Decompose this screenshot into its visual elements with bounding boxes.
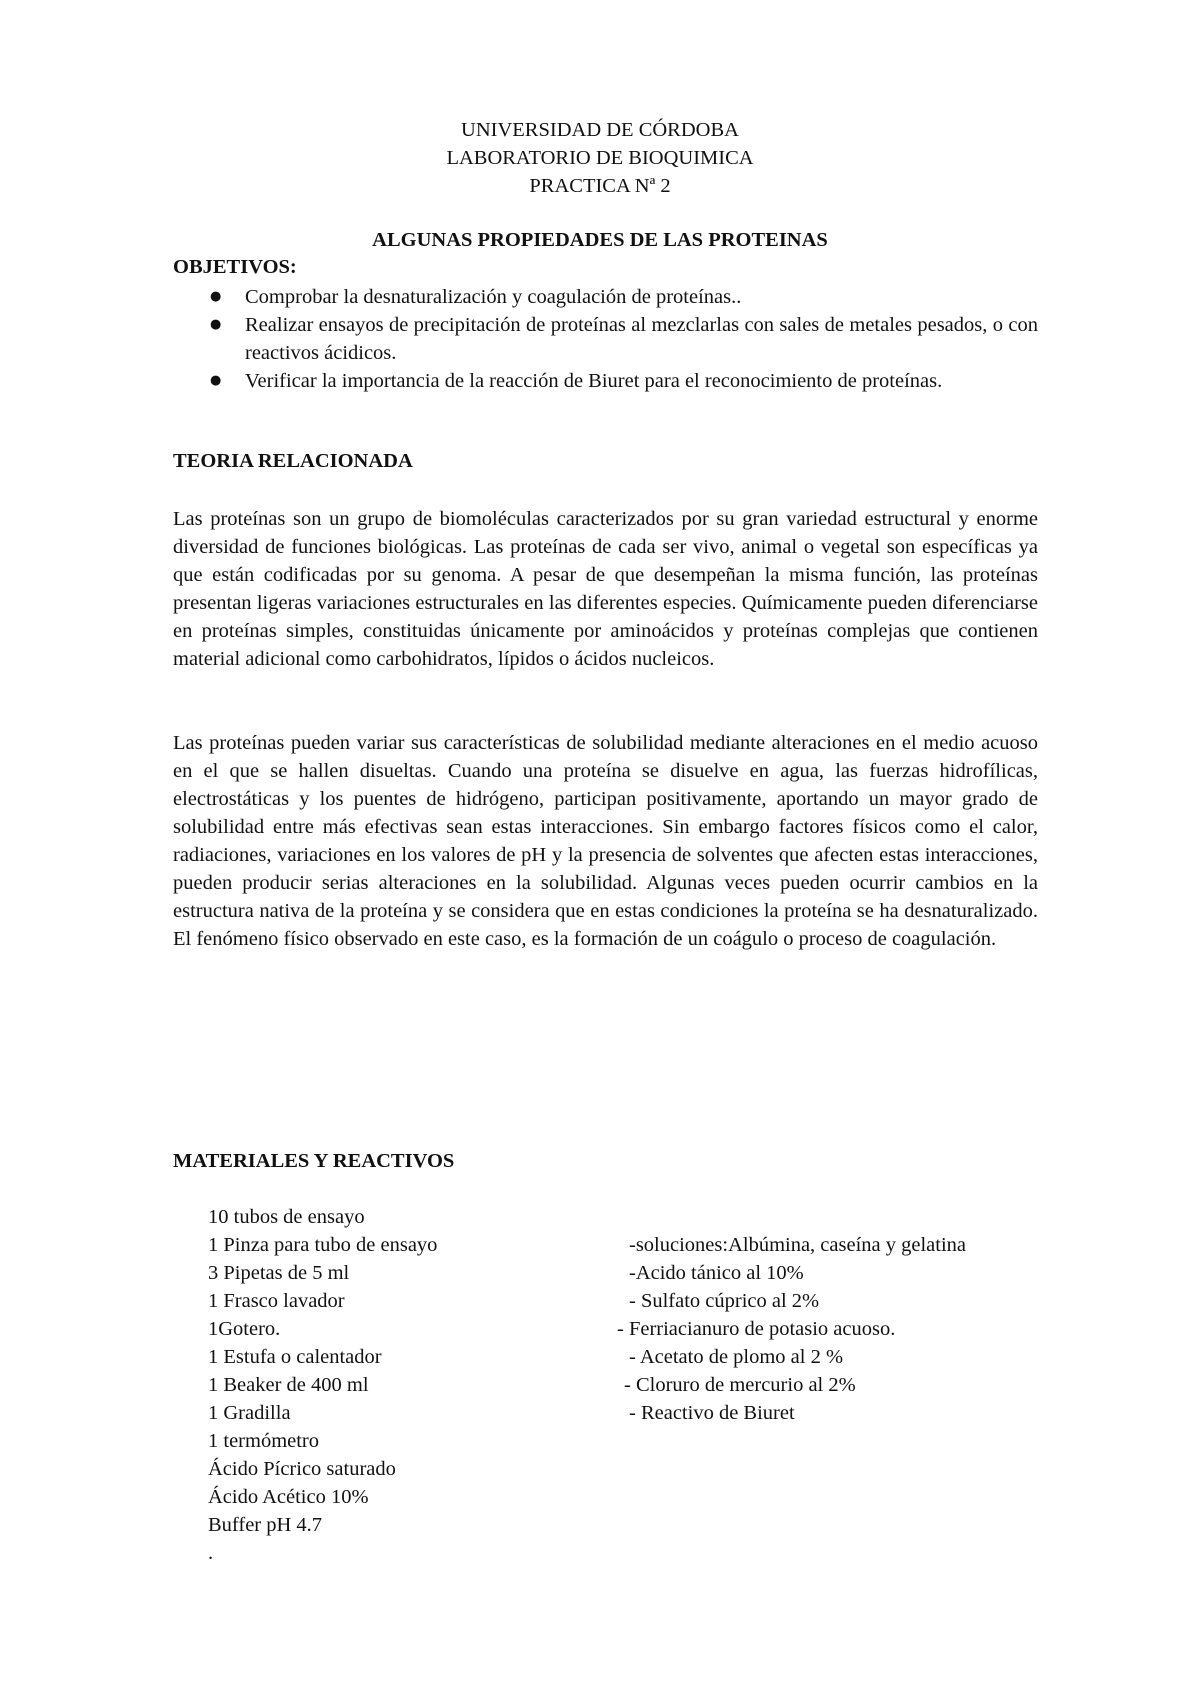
reagent-item: - Reactivo de Biuret (629, 1402, 795, 1424)
theory-paragraph: Las proteínas son un grupo de biomoléculas caracterizados por su gran variedad estructural y enorme diversidad de funciones biológicas. Las proteínas de cada ser vivo, animal o vegetal son específicas ya que están codificadas por su genoma. A pesar de que desempeñan la misma función, las proteínas presentan ligeras variaciones estructurales en las diferentes especies. Químicamente pueden diferenciarse en proteínas simples, constituidas únicamente por aminoácidos y proteínas complejas que contienen material adicional como carbohidratos, lípidos o ácidos nucleicos. (173, 508, 1038, 670)
reagent-item: - Cloruro de mercurio al 2% (624, 1374, 856, 1396)
material-item: 1Gotero. (208, 1318, 281, 1340)
practice-number: PRACTICA Nª 2 (529, 175, 671, 197)
objective-item: ● Comprobar la desnaturalización y coagulación de proteínas.. (210, 283, 1038, 311)
material-item: 1 termómetro (208, 1430, 320, 1452)
material-item: 1 Estufa o calentador (208, 1346, 382, 1368)
document-header (0, 116, 1200, 200)
materials-heading: MATERIALES Y REACTIVOS (173, 1150, 455, 1172)
material-item: 3 Pipetas de 5 ml (208, 1262, 350, 1284)
university-name: UNIVERSIDAD DE CÓRDOBA (461, 119, 739, 141)
reagent-item: - Acetato de plomo al 2 % (629, 1346, 844, 1368)
document-subtitle: ALGUNAS PROPIEDADES DE LAS PROTEINAS (372, 229, 828, 251)
material-item: Ácido Pícrico saturado (208, 1458, 396, 1480)
material-item: 1 Gradilla (208, 1402, 291, 1424)
materials-list (208, 1203, 437, 1567)
material-item: 1 Pinza para tubo de ensayo (208, 1234, 438, 1256)
lab-name: LABORATORIO DE BIOQUIMICA (446, 147, 754, 169)
material-item: 10 tubos de ensayo (208, 1206, 365, 1228)
reagent-item: - Ferriacianuro de potasio acuoso. (617, 1318, 896, 1340)
theory-paragraph: Las proteínas pueden variar sus características de solubilidad mediante alteraciones en el medio acuoso en el que se hallen disueltas. Cuando una proteína se disuelve en agua, las fuerzas hidrofílicas, electrostáticas y los puentes de hidrógeno, participan positivamente, aportando un mayor grado de solubilidad entre más efectivas sean estas interacciones. Sin embargo factores físicos como el calor, radiaciones, variaciones en los valores de pH y la presencia de solventes que afecten estas interacciones, pueden producir serias alteraciones en la solubilidad. Algunas veces pueden ocurrir cambios en la estructura nativa de la proteína y se considera que en estas condiciones la proteína se ha desnaturalizado. El fenómeno físico observado en este caso, es la formación de un coágulo o proceso de coagulación. (173, 732, 1038, 950)
material-item: 1 Frasco lavador (208, 1290, 345, 1312)
reagents-list (617, 1231, 966, 1427)
material-item: 1 Beaker de 400 ml (208, 1374, 369, 1396)
material-item: . (208, 1542, 214, 1564)
reagent-item: - Sulfato cúprico al 2% (629, 1290, 820, 1312)
reagent-item: -Acido tánico al 10% (629, 1262, 804, 1284)
theory-heading: TEORIA RELACIONADA (173, 450, 413, 472)
reagent-item: -soluciones:Albúmina, caseína y gelatina (629, 1234, 967, 1256)
objectives-heading: OBJETIVOS: (173, 256, 297, 278)
objective-item: ● Realizar ensayos de precipitación de proteínas al mezclarlas con sales de metales pesados, o con reactivos ácidicos. (210, 311, 1038, 367)
objective-item: ● Verificar la importancia de la reacción de Biuret para el reconocimiento de proteínas. (210, 367, 1038, 395)
objectives-list (210, 283, 1038, 395)
material-item: Ácido Acético 10% (208, 1486, 369, 1508)
material-item: Buffer pH 4.7 (208, 1514, 323, 1536)
